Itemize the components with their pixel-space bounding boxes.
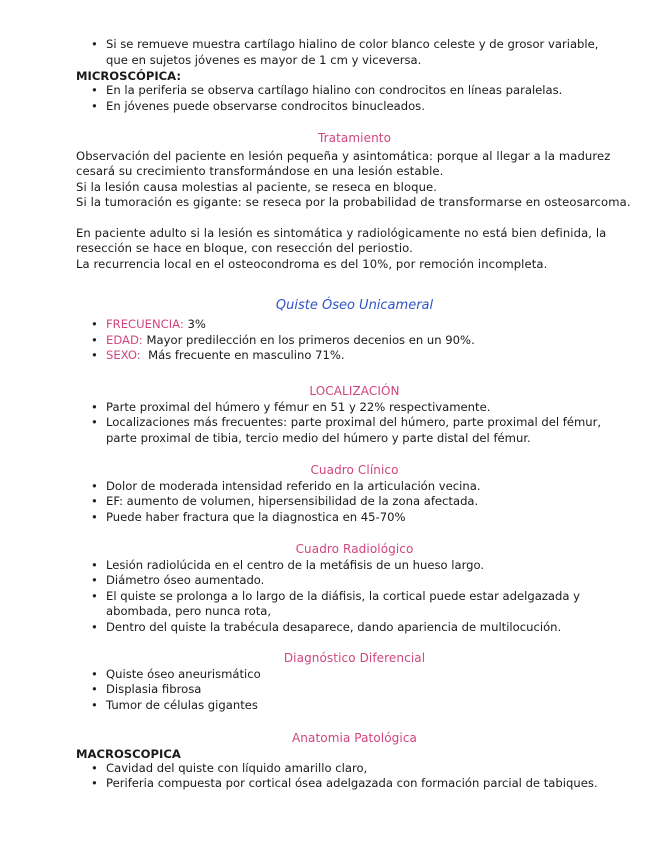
- macroscopica-title: MACROSCOPICA: [76, 746, 181, 761]
- tratamiento-paragraph: Si la lesión causa molestias al paciente, se reseca en bloque.: [76, 179, 438, 194]
- list-item: • Dolor de moderada intensidad referido en la articulación vecina.: [76, 479, 613, 495]
- cuadro-clinico-title: Cuadro Clínico: [310, 463, 399, 477]
- tratamiento-paragraph: Si la tumoración es gigante: se reseca por la probabilidad de transformarse en osteosarcoma.: [76, 195, 631, 209]
- localizacion-section: [76, 384, 633, 446]
- list-item: • Lesión radiolúcida en el centro de la metáfisis de un hueso largo.: [76, 558, 613, 574]
- sexo-label: SEXO:: [106, 348, 141, 362]
- microscopica-list: [76, 83, 633, 114]
- quiste-title: Quiste Óseo Unicameral: [275, 298, 434, 313]
- list-item: • Diámetro óseo aumentado.: [76, 573, 613, 589]
- localizacion-title: LOCALIZACIÓN: [309, 384, 400, 398]
- tratamiento-paragraph: En paciente adulto si la lesión es sintomática y radiológicamente no está bien definida, la resección se hace en bloque, con resección del periostio.: [76, 225, 607, 255]
- diagnostico-section: [76, 651, 633, 713]
- tratamiento-title: Tratamiento: [317, 131, 392, 145]
- sexo-value: Más frecuente en masculino 71%.: [140, 348, 345, 362]
- cuadro-radiologico-list: [76, 558, 633, 636]
- list-item: • En la periferia se observa cartílago hialino con condrocitos en líneas paralelas.: [76, 83, 613, 99]
- quiste-list: [76, 317, 633, 364]
- list-item: • El quiste se prolonga a lo largo de la diáfisis, la cortical puede estar adelgazada y abombada, pero nunca rota,: [76, 589, 613, 620]
- list-item: [76, 317, 613, 333]
- edad-value: Mayor predilección en los primeros decenios en un 90%.: [142, 332, 475, 347]
- list-item: • Cavidad del quiste con líquido amarillo claro,: [76, 761, 613, 777]
- intro-section: [76, 37, 633, 68]
- edad-label: EDAD:: [106, 332, 143, 347]
- diagnostico-list: [76, 667, 633, 714]
- microscopica-title: MICROSCÓPICA:: [76, 69, 182, 83]
- list-item: • Displasia fibrosa: [76, 682, 613, 698]
- frecuencia-value: 3%: [183, 317, 206, 331]
- localizacion-list: [76, 400, 633, 447]
- list-item: • Parte proximal del húmero y fémur en 51 y 22% respectivamente.: [76, 400, 613, 416]
- list-item: • Tumor de células gigantes: [76, 698, 613, 714]
- list-item: • Localizaciones más frecuentes: parte proximal del húmero, parte proximal del fémur, parte proximal de tibia, tercio medio del húmero y parte distal del fémur.: [76, 415, 613, 446]
- tratamiento-section: [76, 131, 633, 272]
- list-item: • Dentro del quiste la trabécula desaparece, dando apariencia de multilocución.: [76, 620, 613, 636]
- microscopica-section: [76, 69, 633, 114]
- list-item: • EF: aumento de volumen, hipersensibilidad de la zona afectada.: [76, 494, 613, 510]
- anatomia-title: Anatomia Patológica: [292, 731, 417, 745]
- intro-list: [76, 37, 633, 68]
- tratamiento-paragraph: Observación del paciente en lesión pequeña y asintomática: porque al llegar a la madurez cesará su crecimiento transformándose en una lesión estable.: [76, 148, 611, 178]
- frecuencia-label: FRECUENCIA:: [106, 317, 184, 331]
- list-item: [76, 348, 613, 364]
- cuadro-radiologico-section: [76, 542, 633, 635]
- list-item: • Si se remueve muestra cartílago hialino de color blanco celeste y de grosor variable, que en sujetos jóvenes es mayor de 1 cm y viceversa.: [76, 37, 613, 68]
- tratamiento-paragraph: La recurrencia local en el osteocondroma es del 10%, por remoción incompleta.: [76, 256, 548, 271]
- cuadro-clinico-list: [76, 479, 633, 526]
- quiste-section: [76, 298, 633, 364]
- list-item: • Periferia compuesta por cortical ósea adelgazada con formación parcial de tabiques.: [76, 776, 613, 792]
- anatomia-section: [76, 731, 633, 792]
- list-item: • Quiste óseo aneurismático: [76, 667, 613, 683]
- cuadro-radiologico-title: Cuadro Radiológico: [295, 542, 414, 556]
- list-item: • En jóvenes puede observarse condrocitos binucleados.: [76, 99, 613, 115]
- list-item: [76, 333, 613, 349]
- anatomia-list: [76, 761, 633, 792]
- diagnostico-title: Diagnóstico Diferencial: [283, 651, 426, 665]
- list-item: • Puede haber fractura que la diagnostica en 45-70%: [76, 510, 613, 526]
- cuadro-clinico-section: [76, 463, 633, 525]
